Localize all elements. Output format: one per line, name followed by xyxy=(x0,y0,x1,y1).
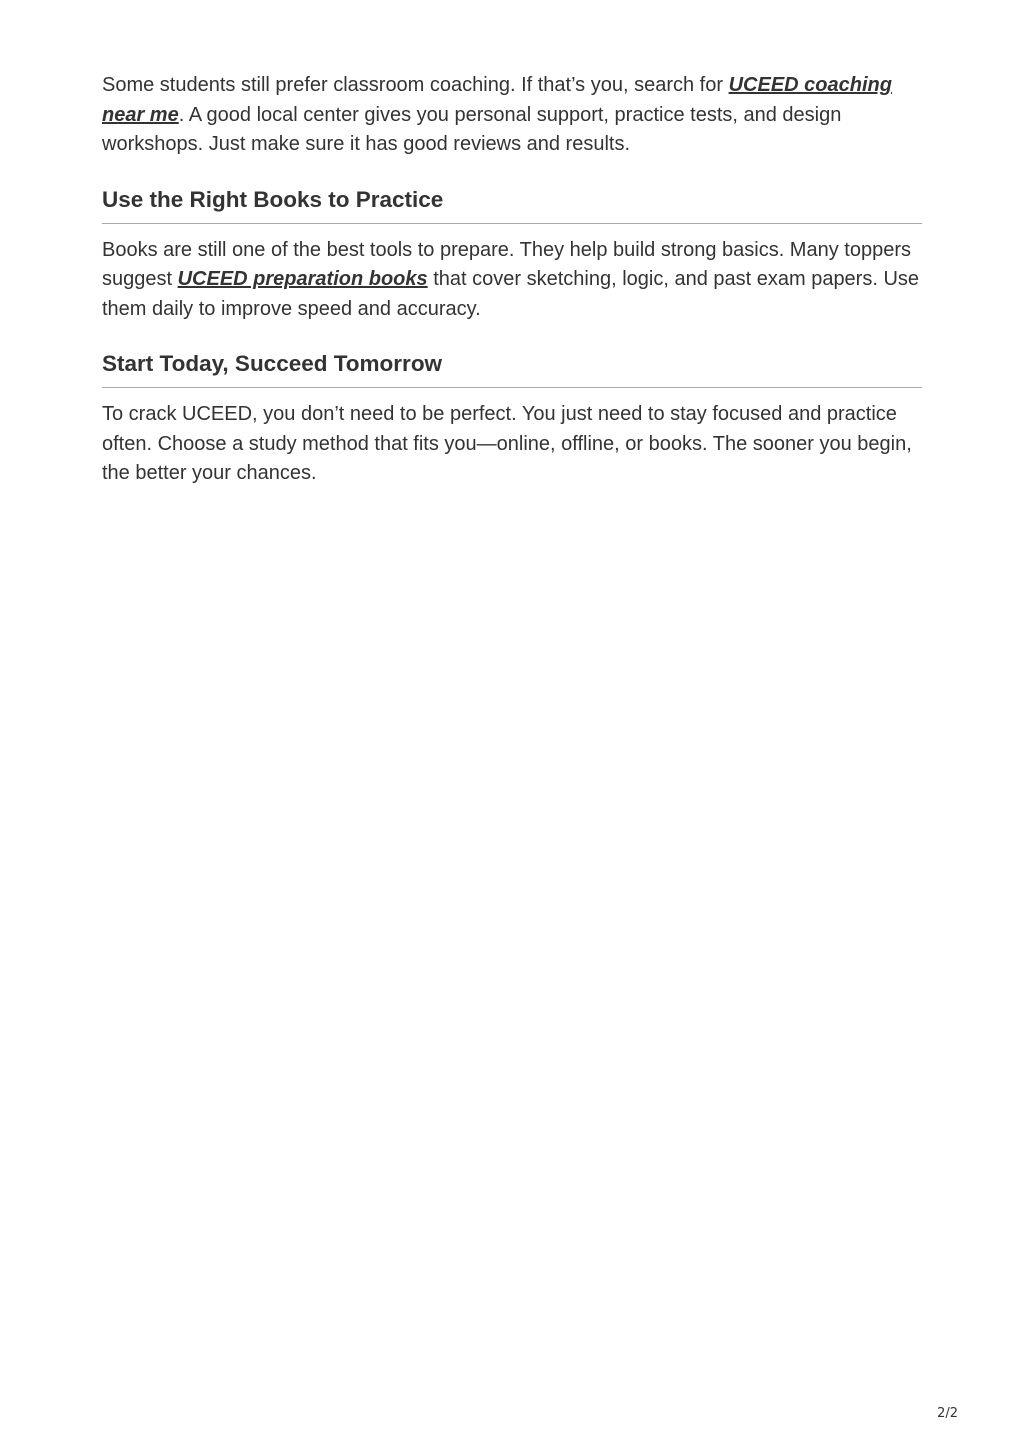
page-number: 2/2 xyxy=(937,1406,958,1421)
start-today-paragraph: To crack UCEED, you don’t need to be perfect. You just need to stay focused and practice often. Choose a study method that fits you—online, offline, or books. The sooner you begin, the better your chances. xyxy=(102,403,912,484)
intro-text-after: . A good local center gives you personal support, practice tests, and design workshops. Just make sure it has good reviews and results. xyxy=(102,103,842,155)
section-heading-books: Use the Right Books to Practice xyxy=(102,186,922,224)
intro-text-before: Some students still prefer classroom coaching. If that’s you, search for xyxy=(102,74,729,96)
books-text-before: Books are still one of the best tools to prepare. They help build strong basics. Many toppers suggest xyxy=(102,238,911,290)
uceed-coaching-near-me-link[interactable]: UCEED coaching near me xyxy=(102,74,892,126)
section-books xyxy=(102,186,922,325)
intro-paragraph xyxy=(102,71,922,160)
books-text-after: that cover sketching, logic, and past exam papers. Use them daily to improve speed and accuracy. xyxy=(102,268,920,320)
document-page xyxy=(102,71,922,489)
books-paragraph xyxy=(102,236,922,325)
section-start-today xyxy=(102,350,922,489)
uceed-preparation-books-link[interactable]: UCEED preparation books xyxy=(177,268,428,290)
section-heading-start-today: Start Today, Succeed Tomorrow xyxy=(102,350,922,388)
